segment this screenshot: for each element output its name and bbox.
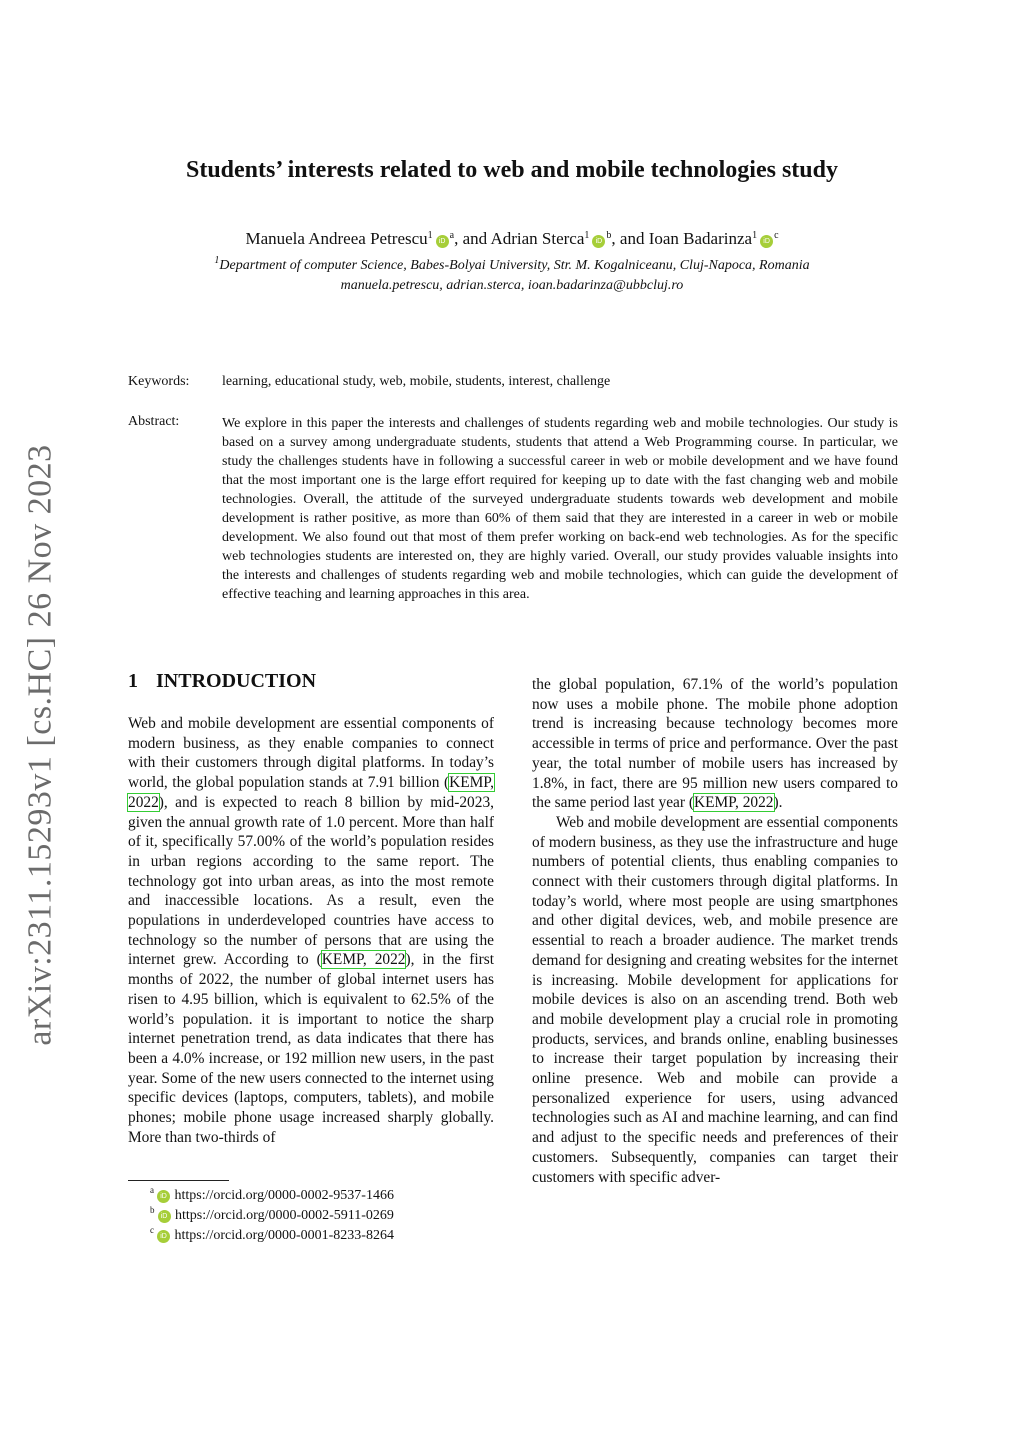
author-separator: , and bbox=[454, 229, 491, 248]
footnotes bbox=[150, 1186, 394, 1246]
author-emails: manuela.petrescu, adrian.sterca, ioan.badarinza@ubbcluj.ro bbox=[340, 278, 684, 293]
paragraph-text: ), in the first months of 2022, the number of global internet users has risen to 4.95 billion, which is equivalent to 62.5% of the world’s population. it is important to notice the sharp internet penetration trend, as data indicates that there has been a 4.0% increase, or 192 million new users, in the past year. Some of the new users connected to the internet using specific devices (laptops, computers, tablets), and mobile phones; mobile phone usage increased sharply globally. More than two-thirds of bbox=[128, 951, 494, 1146]
citation-link[interactable]: KEMP, 2022 bbox=[693, 794, 774, 812]
paragraph bbox=[532, 675, 898, 813]
affiliation-mark: 1 bbox=[584, 230, 590, 241]
abstract-text: We explore in this paper the interests and challenges of students regarding web and mobile technologies. Our study is based on a survey among undergraduate students, students that attend a Web Programming course. In particular, we study the challenges students have in following a successful career in web or mobile development and we have found that the most important one is the large effort required for keeping up to date with the fast changing web and mobile technologies. Overall, the attitude of the surveyed undergraduate students towards web development and mobile development is rather positive, as more than 60% of them said that they are interested in a career in web or mobile development. We also found out that most of them prefer working on back-end web technologies. As for the specific web technologies students are interested on, they are highly varied. Overall, our study provides valuable insights into the interests and challenges of students regarding web and mobile technologies, which can guide the development of effective teaching and learning approaches in this area. bbox=[222, 416, 898, 602]
orcid-icon[interactable]: iD bbox=[436, 235, 449, 248]
orcid-icon[interactable]: iD bbox=[592, 235, 605, 248]
section-title: INTRODUCTION bbox=[156, 670, 317, 692]
footnote-mark: c bbox=[150, 1225, 154, 1235]
keywords-label: Keywords: bbox=[128, 374, 190, 389]
author-name: Manuela Andreea Petrescu bbox=[245, 229, 428, 248]
paragraph-text: the global population, 67.1% of the world’s population now uses a mobile phone. The mobile phone adoption trend is increasing because technology becomes more accessible in terms of price and performance. Over the past year, the total number of mobile users has increased by 1.8%, in fact, there are 95 million new users compared to the same period last year ( bbox=[532, 676, 898, 812]
right-column bbox=[532, 675, 898, 1187]
orcid-icon: iD bbox=[157, 1230, 170, 1243]
keywords-text: learning, educational study, web, mobile, students, interest, challenge bbox=[222, 374, 611, 389]
section-heading bbox=[128, 670, 316, 693]
abstract-label: Abstract: bbox=[128, 414, 180, 429]
author-name: Ioan Badarinza bbox=[648, 229, 753, 248]
paragraph bbox=[128, 714, 494, 1147]
footnote bbox=[150, 1226, 394, 1246]
section-number: 1 bbox=[128, 670, 138, 692]
footnote-mark: b bbox=[150, 1205, 155, 1215]
footnote-mark: a bbox=[150, 1185, 154, 1195]
affiliation-mark: 1 bbox=[752, 230, 758, 241]
orcid-icon: iD bbox=[158, 1210, 171, 1223]
orcid-link[interactable]: https://orcid.org/0000-0002-9537-1466 bbox=[174, 1188, 394, 1203]
orcid-link[interactable]: https://orcid.org/0000-0001-8233-8264 bbox=[174, 1228, 394, 1243]
arxiv-stamp bbox=[18, 440, 64, 1050]
author-separator: , and bbox=[611, 229, 649, 248]
footnote bbox=[150, 1206, 394, 1226]
orcid-icon: iD bbox=[157, 1190, 170, 1203]
paper-title: Students’ interests related to web and mobile technologies study bbox=[185, 157, 838, 183]
orcid-link[interactable]: https://orcid.org/0000-0002-5911-0269 bbox=[175, 1208, 394, 1223]
arxiv-stamp-text: arXiv:2311.15293v1 [cs.HC] 26 Nov 2023 bbox=[22, 444, 60, 1046]
orcid-footnote-mark: b bbox=[606, 230, 612, 241]
orcid-footnote-mark: c bbox=[774, 230, 779, 241]
footnote bbox=[150, 1186, 394, 1206]
author-name: Adrian Sterca bbox=[490, 229, 585, 248]
orcid-icon[interactable]: iD bbox=[760, 235, 773, 248]
paragraph: Web and mobile development are essential components of modern business, as they use the infrastructure and huge numbers of potential clients, thus enabling companies to connect with their customers through digital platforms. In today’s world, where most people are using smartphones and other digital devices, web, and mobile presence are essential to reach a broader audience. The market trends demand for designing and creating websites for the internet is increasing. Mobile development for applications for mobile devices is also on an ascending trend. Both web and mobile development play a crucial role in promoting products, services, and brands online, enabling businesses to increase their target population by increasing their online presence. Web and mobile can provide a personalized experience for users, using advanced technologies such as AI and machine learning, and can find and adjust to the specific needs and preferences of their customers. Subsequently, companies can target their customers with specific adver- bbox=[532, 813, 898, 1186]
footnote-divider bbox=[128, 1180, 229, 1181]
orcid-footnote-mark: a bbox=[449, 230, 455, 241]
affiliation-block bbox=[0, 256, 1024, 296]
affiliation-text: Department of computer Science, Babes-Bolyai University, Str. M. Kogalniceanu, Cluj-Napoca, Romania bbox=[219, 258, 810, 273]
left-column bbox=[128, 714, 494, 1147]
paragraph-text: Web and mobile development are essential components of modern business, as they enable companies to connect with their customers through digital platforms. In today’s world, the global population stands at 7.91 billion ( bbox=[128, 715, 494, 792]
affiliation-mark: 1 bbox=[214, 255, 220, 266]
affiliation-mark: 1 bbox=[427, 230, 433, 241]
citation-link[interactable]: KEMP, 2022 bbox=[128, 774, 494, 811]
citation-link[interactable]: KEMP, 2022 bbox=[321, 951, 406, 969]
author-list bbox=[0, 229, 1024, 249]
paragraph-text: ), and is expected to reach 8 billion by mid-2023, given the annual growth rate of 1.0 percent. More than half of it, specifically 57.00% of the world’s population resides in urban regions according to the same report. The technology got into urban areas, as into the most remote and inaccessible locations. As a result, even the populations in underdeveloped countries have access to technology so the number of persons that are using the internet grew. According to ( bbox=[128, 793, 494, 969]
paragraph-text: ). bbox=[773, 794, 783, 812]
